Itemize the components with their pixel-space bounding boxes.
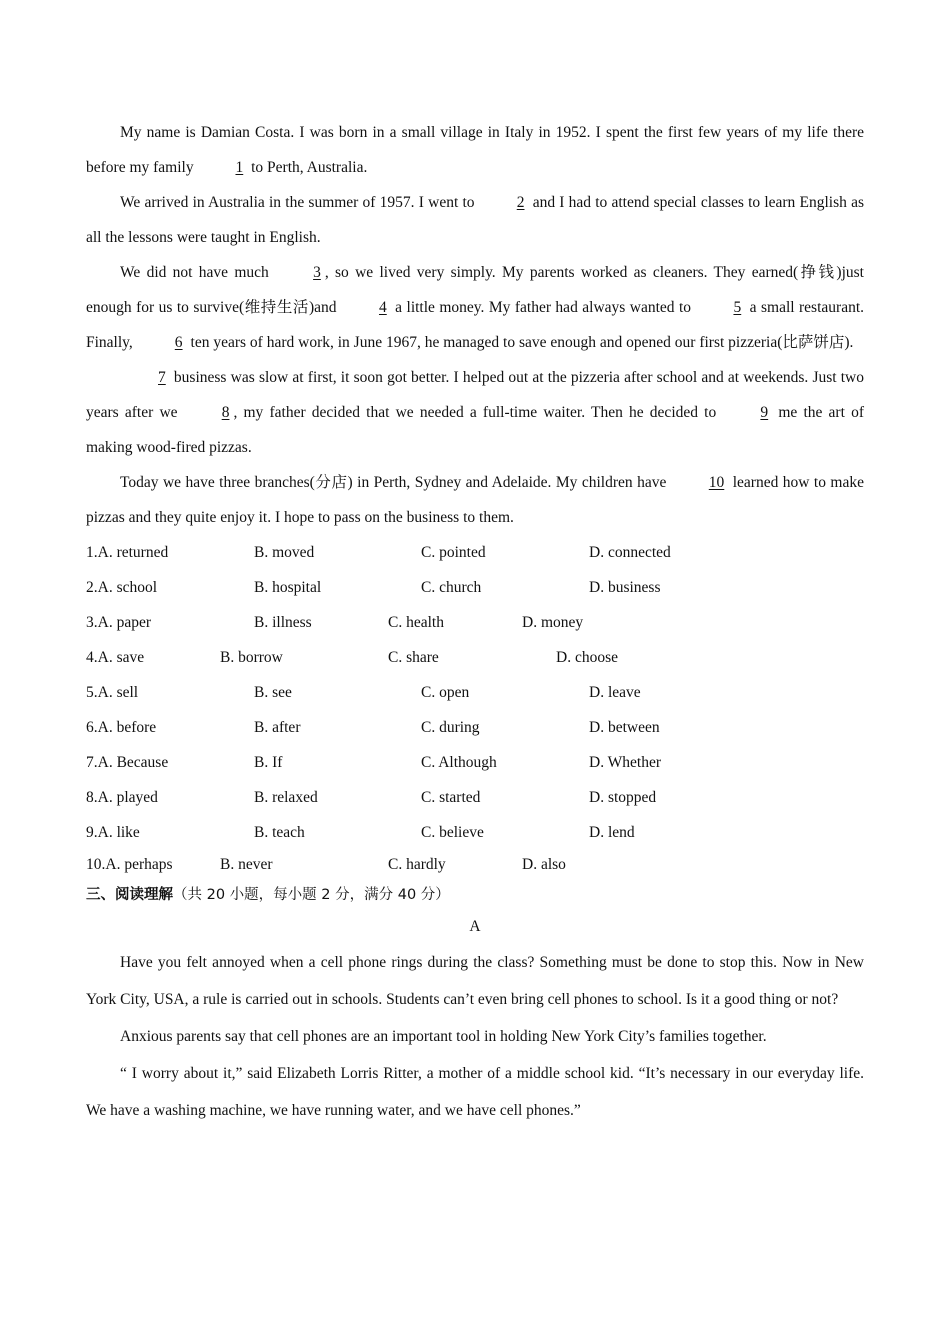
blank-9: 9 bbox=[760, 404, 769, 421]
blank-10: 10 bbox=[708, 474, 725, 491]
section-heading bbox=[86, 880, 864, 910]
section-title: 三、阅读理解 bbox=[86, 887, 173, 903]
passage-label: A bbox=[469, 918, 481, 935]
option-row: 9.A. like B. teach C. believe D. lend bbox=[86, 824, 635, 841]
blank-2: 2 bbox=[516, 194, 525, 211]
blank-6: 6 bbox=[174, 334, 183, 351]
passage-paragraph-1: Have you felt annoyed when a cell phone rings during the class? Something must be done to stop this. Now in New York City, USA, a rule is carried out in schools. Students can’t even bring cell phones to school. Is it a good thing or not? bbox=[86, 954, 864, 1008]
option-row: 8.A. played B. relaxed C. started D. stopped bbox=[86, 789, 657, 806]
cloze-paragraph-1: My name is Damian Costa. I was born in a small village in Italy in 1952. I spent the first few years of my life there before my family 1 to Perth, Australia. bbox=[86, 115, 864, 185]
options-list bbox=[86, 535, 864, 880]
blank-4: 4 bbox=[378, 299, 387, 316]
option-row: 2.A. school B. hospital C. church D. business bbox=[86, 579, 661, 596]
option-row: 10.A. perhaps B. never C. hardly D. also bbox=[86, 856, 566, 873]
option-row: 3.A. paper B. illness C. health D. money bbox=[86, 614, 584, 631]
cloze-paragraph-3: We did not have much 3 , so we lived very simply. My parents worked as cleaners. They earned(挣钱)just enough for us to survive(维持生活)and 4 a little money. My father had always wanted to 5 a small restaurant. Finally, 6 ten years of hard work, in June 1967, he managed to save enough and opened our first pizzeria(比萨饼店). bbox=[86, 255, 864, 360]
blank-1: 1 bbox=[235, 159, 244, 176]
cloze-paragraph-2: We arrived in Australia in the summer of 1957. I went to 2 and I had to attend special classes to learn English as all the lessons were taught in English. bbox=[86, 185, 864, 255]
document-page bbox=[86, 115, 864, 1129]
blank-8: 8 bbox=[221, 404, 230, 421]
option-row: 7.A. Because B. If C. Although D. Whether bbox=[86, 754, 662, 771]
option-row: 6.A. before B. after C. during D. between bbox=[86, 719, 660, 736]
option-row: 4.A. save B. borrow C. share D. choose bbox=[86, 649, 618, 666]
blank-3: 3 bbox=[313, 264, 321, 281]
option-row: 1.A. returned B. moved C. pointed D. connected bbox=[86, 544, 671, 561]
option-row: 5.A. sell B. see C. open D. leave bbox=[86, 684, 641, 701]
blank-7: 7 bbox=[158, 369, 166, 386]
section-note: （共 20 小题，每小题 2 分，满分 40 分） bbox=[173, 887, 450, 903]
blank-5: 5 bbox=[733, 299, 742, 316]
passage-paragraph-3: “ I worry about it,” said Elizabeth Lorris Ritter, a mother of a middle school kid. “It’s necessary in our everyday life. We have a washing machine, we have running water, and we have cell phones.” bbox=[86, 1065, 864, 1119]
cloze-paragraph-5: Today we have three branches(分店) in Perth, Sydney and Adelaide. My children have 10 learned how to make pizzas and they quite enjoy it. I hope to pass on the business to them. bbox=[86, 465, 864, 535]
passage-paragraph-2: Anxious parents say that cell phones are an important tool in holding New York City’s families together. bbox=[120, 1028, 767, 1045]
cloze-paragraph-4: 7 business was slow at first, it soon got better. I helped out at the pizzeria after school and at weekends. Just two years after we 8 , my father decided that we needed a full-time waiter. Then he decided to 9 me the art of making wood-fired pizzas. bbox=[86, 360, 864, 465]
